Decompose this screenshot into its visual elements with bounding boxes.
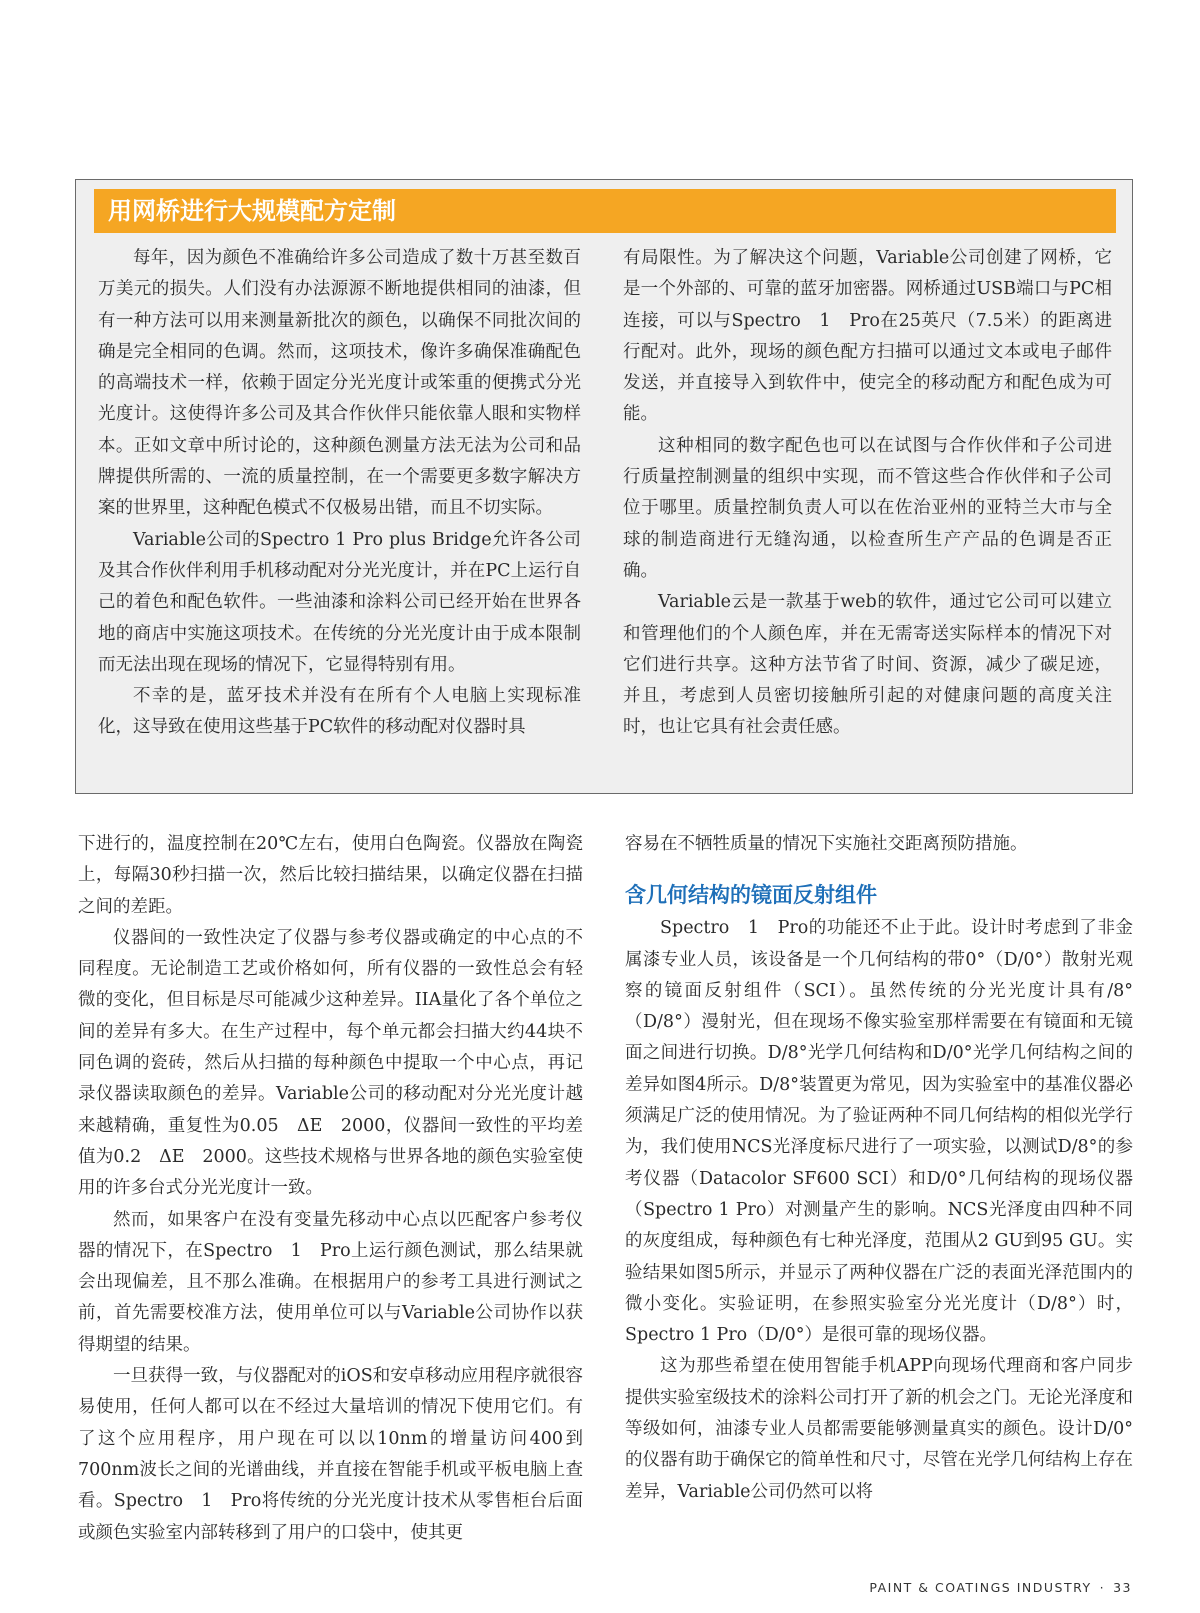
body-column-right: [625, 829, 1133, 1508]
sidebar-paragraph: 这种相同的数字配色也可以在试图与合作伙伴和子公司进行质量控制测量的组织中实现，而不管这些合作伙伴和子公司位于哪里。质量控制负责人可以在佐治亚州的亚特兰大市与全球的制造商进行无缝沟通，以检查所生产产品的色调是否正确。: [623, 435, 1112, 581]
body-paragraph: 下进行的，温度控制在20℃左右，使用白色陶瓷。仪器放在陶瓷上，每隔30秒扫描一次，然后比较扫描结果，以确定仪器在扫描之间的差距。: [78, 834, 583, 917]
page-number: 33: [1113, 1580, 1132, 1595]
body-paragraph: 容易在不牺牲质量的情况下实施社交距离预防措施。: [625, 834, 1028, 854]
sidebar-paragraph: Variable公司的Spectro 1 Pro plus Bridge允许各公司及其合作伙伴利用手机移动配对分光光度计，并在PC上运行自己的着色和配色软件。一些油漆和涂料公司已经开始在世界各地的商店中实施这项技术。在传统的分光光度计由于成本限制而无法出现在现场的情况下，它显得特别有用。: [98, 529, 581, 675]
body-paragraph: Spectro 1 Pro的功能还不止于此。设计时考虑到了非金属漆专业人员，该设备是一个几何结构的带0°（D/0°）散射光观察的镜面反射组件（SCI）。虽然传统的分光光度计具有/8°（D/8°）漫射光，但在现场不像实验室那样需要在有镜面和无镜面之间进行切换。D/8°光学几何结构和D/0°光学几何结构之间的差异如图4所示。D/8°装置更为常见，因为实验室中的基准仪器必须满足广泛的使用情况。为了验证两种不同几何结构的相似光学行为，我们使用NCS光泽度标尺进行了一项实验，以测试D/8°的参考仪器（Datacolor SF600 SCI）和D/0°几何结构的现场仪器（Spectro 1 Pro）对测量产生的影响。NCS光泽度由四种不同的灰度组成，每种颜色有七种光泽度，范围从2 GU到95 GU。实验结果如图5所示，并显示了两种仪器在广泛的表面光泽范围内的微小变化。实验证明，在参照实验室分光光度计（D/8°）时，Spectro 1 Pro（D/0°）是很可靠的现场仪器。: [625, 918, 1133, 1346]
section-heading: 含几何结构的镜面反射组件: [625, 883, 877, 908]
body-column-left: [78, 829, 583, 1549]
sidebar-box: [75, 179, 1133, 794]
publication-name: PAINT & COATINGS INDUSTRY: [869, 1580, 1092, 1595]
sidebar-paragraph: 不幸的是，蓝牙技术并没有在所有个人电脑上实现标准化，这导致在使用这些基于PC软件的移动配对仪器时具: [98, 686, 581, 738]
sidebar-title: 用网桥进行大规模配方定制: [94, 189, 1116, 233]
page-footer: [869, 1580, 1132, 1595]
body-paragraph: 一旦获得一致，与仪器配对的iOS和安卓移动应用程序就很容易使用，任何人都可以在不经过大量培训的情况下使用它们。有了这个应用程序，用户现在可以以10nm的增量访问400到700nm波长之间的光谱曲线，并直接在智能手机或平板电脑上查看。Spectro 1 Pro将传统的分光光度计技术从零售柜台后面或颜色实验室内部转移到了用户的口袋中，使其更: [78, 1366, 583, 1543]
body-paragraph: 仪器间的一致性决定了仪器与参考仪器或确定的中心点的不同程度。无论制造工艺或价格如何，所有仪器的一致性总会有轻微的变化，但目标是尽可能减少这种差异。IIA量化了各个单位之间的差异有多大。在生产过程中，每个单元都会扫描大约44块不同色调的瓷砖，然后从扫描的每种颜色中提取一个中心点，再记录仪器读取颜色的差异。Variable公司的移动配对分光光度计越来越精确，重复性为0.05 ΔE 2000，仪器间一致性的平均差值为0.2 ΔE 2000。这些技术规格与世界各地的颜色实验室使用的许多台式分光光度计一致。: [78, 927, 583, 1199]
sidebar-column-left: [98, 243, 581, 744]
sidebar-column-right: [623, 243, 1112, 744]
body-paragraph: 这为那些希望在使用智能手机APP向现场代理商和客户同步提供实验室级技术的涂料公司打开了新的机会之门。无论光泽度和等级如何，油漆专业人员都需要能够测量真实的颜色。设计D/0°的仪器有助于确保它的简单性和尺寸，尽管在光学几何结构上存在差异，Variable公司仍然可以将: [625, 1356, 1133, 1502]
body-paragraph: 然而，如果客户在没有变量先移动中心点以匹配客户参考仪器的情况下，在Spectro 1 Pro上运行颜色测试，那么结果就会出现偏差，且不那么准确。在根据用户的参考工具进行测试之前，首先需要校准方法，使用单位可以与Variable公司协作以获得期望的结果。: [78, 1209, 583, 1355]
sidebar-paragraph: 每年，因为颜色不准确给许多公司造成了数十万甚至数百万美元的损失。人们没有办法源源不断地提供相同的油漆，但有一种方法可以用来测量新批次的颜色，以确保不同批次间的确是完全相同的色调。然而，这项技术，像许多确保准确配色的高端技术一样，依赖于固定分光光度计或笨重的便携式分光光度计。这使得许多公司及其合作伙伴只能依靠人眼和实物样本。正如文章中所讨论的，这种颜色测量方法无法为公司和品牌提供所需的、一流的质量控制，在一个需要更多数字解决方案的世界里，这种配色模式不仅极易出错，而且不切实际。: [98, 248, 581, 519]
sidebar-paragraph: Variable云是一款基于web的软件，通过它公司可以建立和管理他们的个人颜色库，并在无需寄送实际样本的情况下对它们进行共享。这种方法节省了时间、资源，减少了碳足迹，并且，考虑到人员密切接触所引起的对健康问题的高度关注时，也让它具有社会责任感。: [623, 592, 1112, 738]
footer-separator: ·: [1099, 1580, 1106, 1595]
sidebar-paragraph: 有局限性。为了解决这个问题，Variable公司创建了网桥，它是一个外部的、可靠的蓝牙加密器。网桥通过USB端口与PC相连接，可以与Spectro 1 Pro在25英尺（7.5米）的距离进行配对。此外，现场的颜色配方扫描可以通过文本或电子邮件发送，并直接导入到软件中，使完全的移动配方和配色成为可能。: [623, 248, 1112, 425]
